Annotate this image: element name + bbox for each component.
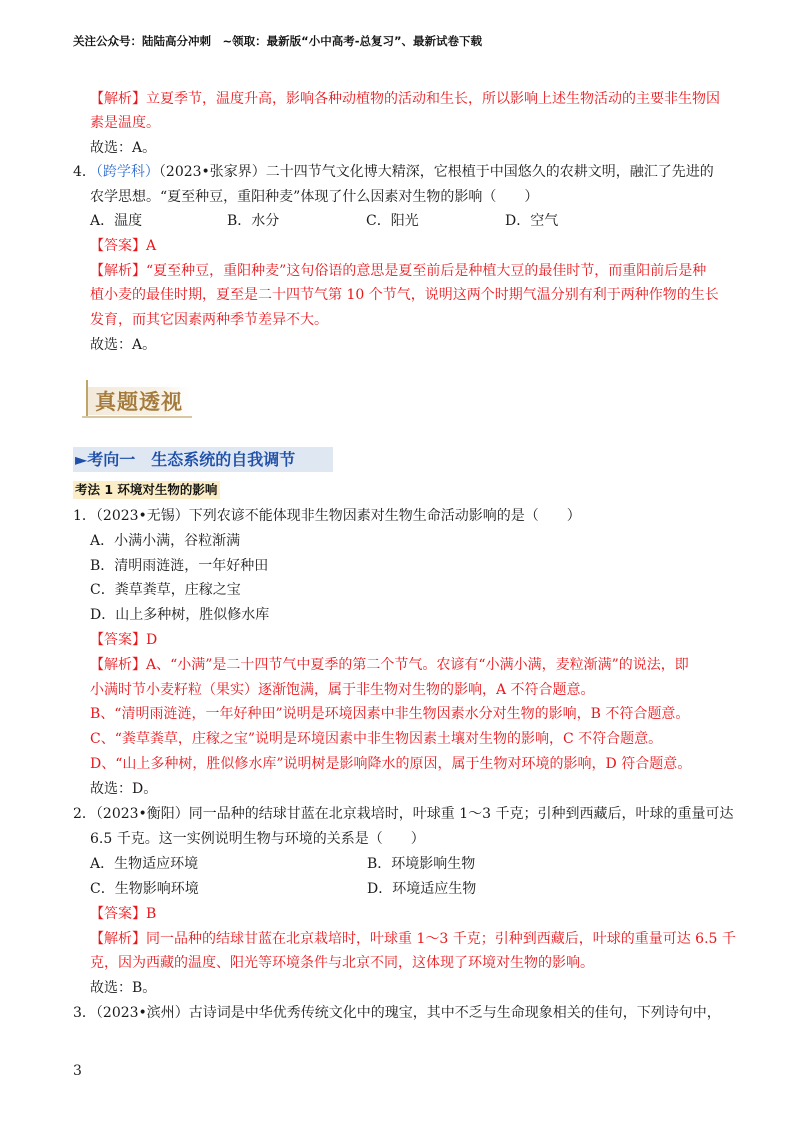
analysis-text: 发育，而其它因素两种季节差异不大。 [90, 312, 328, 328]
option-d: D．山上多种树，胜似修水库 [90, 607, 270, 623]
analysis-text: C、“粪草粪草，庄稼之宝”说明是环境因素中非生物因素土壤对生物的影响，C 不符合题意。 [90, 731, 663, 747]
analysis-text: 【解析】同一品种的结球甘蓝在北京栽培时，叶球重 1～3 千克；引种到西藏后，叶球的重量可达 6.5 千 [90, 931, 736, 947]
topic-direction-heading: ►考向一 生态系统的自我调节 [73, 447, 333, 472]
heading-underline [82, 416, 192, 418]
analysis-text: 植小麦的最佳时期，夏至是二十四节气第 10 个节气，说明这两个时期气温分别有利于两种作物的生长 [90, 287, 719, 303]
analysis-text: 素是温度。 [90, 115, 160, 131]
question-4-stem [73, 162, 714, 182]
option-a: A．生物适应环境 [90, 856, 199, 872]
page-header: 关注公众号：陆陆高分冲刺 ~领取：最新版“小中高考-总复习”、最新试卷下载 [73, 34, 483, 48]
answer-text: 【答案】D [90, 632, 158, 648]
question-4-stem-continued: 农学思想。“夏至种豆，重阳种麦”体现了什么因素对生物的影响（ ） [90, 189, 539, 205]
section-heading [80, 377, 194, 417]
analysis-text: D、“山上多种树，胜似修水库”说明树是影响降水的原因，属于生物对环境的影响，D 符合题意。 [90, 756, 692, 772]
page-number: 3 [73, 1063, 82, 1079]
answer-text: 【答案】B [90, 906, 157, 922]
analysis-text: 克，因为西藏的温度、阳光等环境条件与北京不同，这体现了环境对生物的影响。 [90, 955, 594, 971]
question-number: 4． [73, 164, 96, 180]
question-3-stem: 3．（2023•滨州）古诗词是中华优秀传统文化中的瑰宝，其中不乏与生命现象相关的佳句，下列诗句中， [73, 1005, 721, 1021]
heading-bar [86, 380, 88, 416]
analysis-text: 小满时节小麦籽粒（果实）逐渐饱满，属于非生物对生物的影响，A 不符合题意。 [90, 682, 595, 698]
choose-text: 故选：A。 [90, 140, 157, 156]
option-a: A．小满小满，谷粒渐满 [90, 533, 241, 549]
option-c: C．粪草粪草，庄稼之宝 [90, 582, 241, 598]
analysis-text: 【解析】A、“小满”是二十四节气中夏季的第二个节气。农谚有“小满小满，麦粒渐满”的说法，即 [90, 657, 689, 673]
section-title: 真题透视 [95, 390, 183, 414]
option-d: D．空气 [505, 213, 559, 229]
method-heading: 考法 1 环境对生物的影响 [73, 481, 220, 499]
choose-text: 故选：B。 [90, 980, 157, 996]
option-b: B．水分 [227, 213, 280, 229]
question-stem-text: （2023•张家界）二十四节气文化博大精深，它根植于中国悠久的农耕文明，融汇了先进的 [158, 164, 714, 180]
option-c: C．阳光 [366, 213, 419, 229]
analysis-text: 【解析】“夏至种豆，重阳种麦”这句俗语的意思是夏至前后是种植大豆的最佳时节，而重阳前后是种 [90, 263, 707, 279]
choose-text: 故选：D。 [90, 781, 158, 797]
question-1-stem: 1．（2023•无锡）下列农谚不能体现非生物因素对生物生命活动影响的是（ ） [73, 508, 581, 524]
question-2-stem-continued: 6.5 千克。这一实例说明生物与环境的关系是（ ） [90, 831, 425, 847]
option-a: A．温度 [90, 213, 143, 229]
option-c: C．生物影响环境 [90, 881, 199, 897]
analysis-text: 【解析】立夏季节，温度升高，影响各种动植物的活动和生长，所以影响上述生物活动的主要非生物因 [90, 91, 720, 107]
option-b: B．环境影响生物 [367, 856, 476, 872]
answer-text: 【答案】A [90, 238, 157, 254]
option-d: D．环境适应生物 [367, 881, 477, 897]
question-2-stem: 2．（2023•衡阳）同一品种的结球甘蓝在北京栽培时，叶球重 1～3 千克；引种到西藏后，叶球的重量可达 [73, 806, 734, 822]
subject-tag: （跨学科） [95, 164, 159, 180]
option-b: B．清明雨涟涟，一年好种田 [90, 558, 269, 574]
analysis-text: B、“清明雨涟涟，一年好种田”说明是环境因素中非生物因素水分对生物的影响，B 不符合题意。 [90, 706, 690, 722]
choose-text: 故选：A。 [90, 337, 157, 353]
